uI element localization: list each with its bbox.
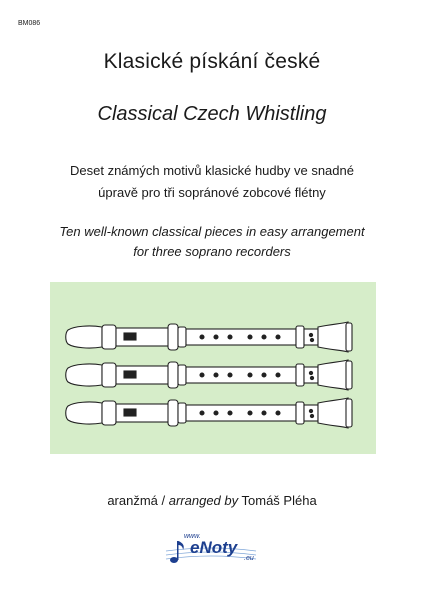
credit-czech: aranžmá /: [107, 493, 169, 508]
enoty-logo[interactable]: [156, 527, 268, 571]
description-czech-line-2: úpravě pro tři sopránové zobcové flétny: [98, 185, 326, 200]
recorders-illustration: [50, 282, 376, 454]
logo-suffix: .eu: [244, 555, 254, 562]
description-english-line-2: for three soprano recorders: [133, 244, 291, 259]
recorders-illustration-panel: [50, 282, 376, 454]
recorder-1: [66, 322, 352, 352]
description-english: [30, 222, 394, 262]
description-english-line-1: Ten well-known classical pieces in easy arrangement: [59, 224, 365, 239]
logo-brand: eNoty: [190, 538, 238, 557]
catalog-code: BM086: [18, 20, 41, 27]
enoty-logo-graphic: [156, 527, 268, 571]
credit-name: Tomáš Pléha: [238, 493, 317, 508]
credit-english: arranged by: [168, 493, 239, 508]
title-english: Classical Czech Whistling: [97, 103, 327, 125]
description-czech-line-1: Deset známých motivů klasické hudby ve snadné: [70, 163, 354, 178]
arranger-credit: [0, 493, 424, 508]
recorder-3: [66, 398, 352, 428]
description-czech: [40, 160, 384, 204]
recorder-2: [66, 360, 352, 390]
logo-prefix: www.: [184, 533, 201, 540]
title-czech: Klasické pískání české: [103, 50, 321, 73]
